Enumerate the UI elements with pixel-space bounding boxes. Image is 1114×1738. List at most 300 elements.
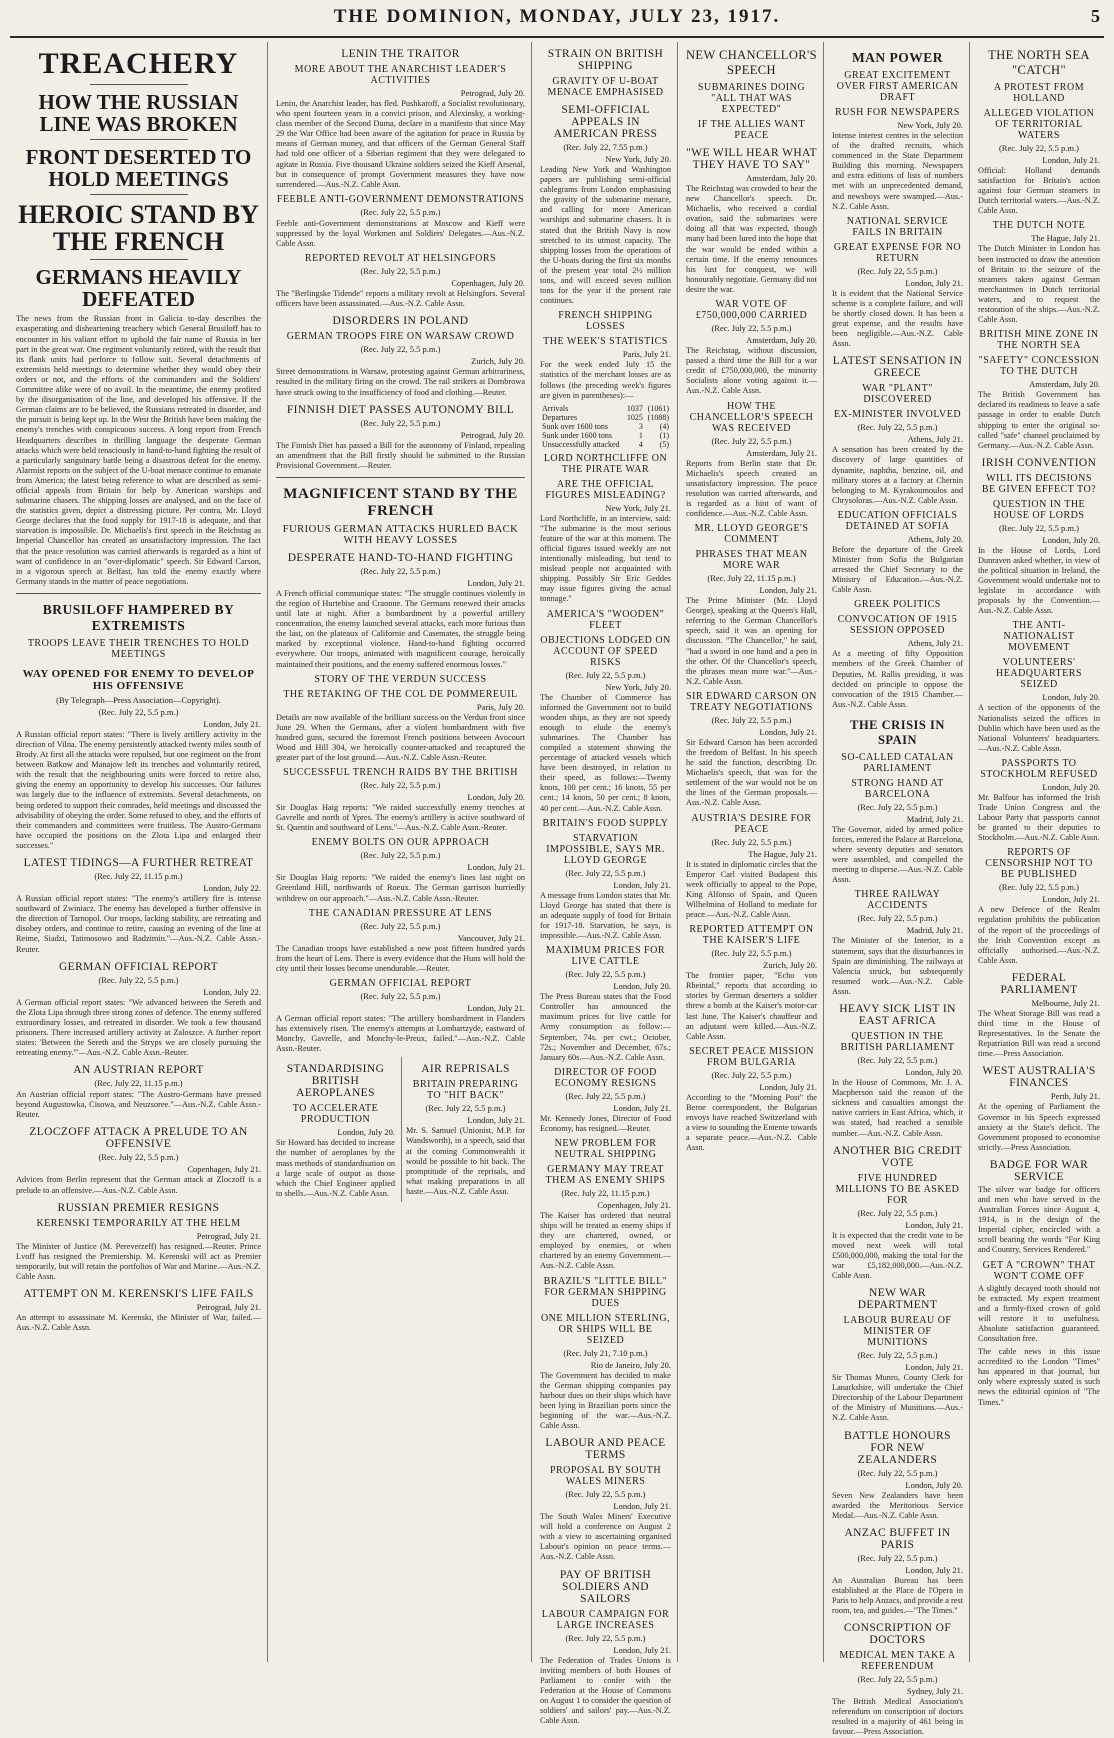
- subheadline: GRAVITY OF U-BOAT MENACE EMPHASISED: [547, 76, 664, 98]
- place-line: Athens, July 20.: [907, 533, 963, 544]
- dateline: (Rec. July 22, 5.5 p.m.): [360, 920, 441, 931]
- row-label: Unsuccessfully attacked: [542, 439, 620, 449]
- subheadline: TO ACCELERATE PRODUCTION: [292, 1103, 379, 1126]
- subheadline: LABOUR CAMPAIGN FOR LARGE INCREASES: [541, 1608, 670, 1631]
- headline-front-deserted: FRONT DESERTED TO HOLD MEETINGS: [25, 144, 252, 191]
- article-body: An Australian Bureau has been established at the Place de l'Opera in Paris to help Anzacs, and provide a rest room, tea, and guides.—"The Times.": [832, 1575, 963, 1616]
- headline-northcliffe: LORD NORTHCLIFFE ON THE PIRATE WAR: [543, 452, 668, 475]
- place-line: London, July 20.: [905, 1479, 963, 1490]
- place-line: The Hague, July 21.: [748, 848, 817, 859]
- subheadline: MEDICAL MEN TAKE A REFERENDUM: [839, 1650, 956, 1673]
- dateline: (Rec. July 22, 5.5 p.m.): [98, 706, 179, 717]
- headline-treachery: TREACHERY: [38, 47, 239, 80]
- article-body: The Finnish Diet has passed a Bill for the autonomy of Finland, repealing an amendment that the Bill firstly should be submitted to the Russian Provisional Government.—Reuter.: [276, 440, 525, 470]
- place-line: London, July 21.: [759, 726, 817, 737]
- article-body: The British Government has declared its readiness to leave a safe passage in order to enable Dutch shipping to enter the original so-called "safe" channel proclaimed by Germany.—Aus.-N.Z. Cable Assn.: [978, 390, 1100, 450]
- article-body: Details are now available of the brilliant success on the Verdun front since June 29. When the Germans, after a violent bombardment with five hundred guns, secured the foremost French positions between Avocourt Wood and Hill 304, we heroically counter-attacked and recaptured the greater part of the lost ground.—Aus.-N.Z. Cable Assn.-Reuter.: [276, 712, 525, 762]
- place-line: London, July 20.: [905, 1067, 963, 1078]
- headline-federal-parliament: FEDERAL PARLIAMENT: [1000, 971, 1078, 996]
- headline-man-power: MAN POWER: [851, 50, 944, 65]
- article-body: A message from London states that Mr. Lloyd George has stated that there is an adequate supply of food for Britain for 1917-18. Starvation, he says, is impossible.—Aus.-N.Z. Cable Assn.: [540, 890, 671, 941]
- headline-carson: SIR EDWARD CARSON ON TREATY NEGOTIATIONS: [686, 690, 817, 713]
- article-body: The Federation of Trades Unions is inviting members of both Houses of Parliament to confer with the Federation at the House of Commons on August 1 to consider the question of soldiers' and sailors' pay.—Aus.-N.Z. Cable Assn.: [540, 1655, 671, 1726]
- article-body: Sir Douglas Haig reports: "We raided successfully enemy trenches at Gavrelle and north of Ypres. The enemy's artillery is active southward of St. Quentin and southward of Lens."—Aus.-N.Z. Cable Assn.-Reuter.: [276, 803, 525, 833]
- place-line: London, July 20.: [467, 792, 525, 803]
- dateline: (Rec. July 21, 7.10 p.m.): [563, 1347, 648, 1358]
- headline-west-australia: WEST AUSTRALIA'S FINANCES: [982, 1065, 1096, 1090]
- place-line: Rio de Janeiro, July 20.: [590, 1359, 671, 1370]
- dateline: (Rec. July 22, 11.15 p.m.): [561, 1187, 650, 1198]
- headline-credit-vote: ANOTHER BIG CREDIT VOTE: [832, 1144, 963, 1169]
- dateline: (Rec. July 22, 5.5 p.m.): [565, 867, 646, 878]
- subheadline: PASSPORTS TO STOCKHOLM REFUSED: [980, 757, 1098, 780]
- air-reprisals-story: [401, 1057, 525, 1202]
- headline-food-supply: BRITAIN'S FOOD SUPPLY: [542, 817, 669, 829]
- headline-war-department: NEW WAR DEPARTMENT: [857, 1287, 938, 1312]
- place-line: London, July 21.: [759, 1081, 817, 1092]
- subheadline: RUSH FOR NEWSPAPERS: [835, 107, 960, 118]
- row-value: 3: [638, 421, 643, 431]
- subheadline: WAR VOTE OF £750,000,000 CARRIED: [695, 299, 808, 322]
- headline-brusiloff: BRUSILOFF HAMPERED BY EXTREMISTS: [42, 601, 235, 633]
- subheadline: THE ANTI-NATIONALIST MOVEMENT: [1003, 620, 1075, 654]
- headline-lloyd-george: MR. LLOYD GEORGE'S COMMENT: [694, 523, 809, 546]
- dateline: (Rec. July 22, 5.5 p.m.): [360, 565, 441, 576]
- table-row: [540, 440, 671, 449]
- headline-bulgaria-mission: SECRET PEACE MISSION FROM BULGARIA: [689, 1045, 814, 1068]
- place-line: London, July 21.: [613, 1644, 671, 1655]
- subheadline: DIRECTOR OF FOOD ECONOMY RESIGNS: [554, 1066, 657, 1089]
- subheadline: REPORTS OF CENSORSHIP NOT TO BE PUBLISHED: [985, 847, 1093, 881]
- article-body: A Russian official report states: "There is lively artillery activity in the direction of Vilna. The enemy persistently attacked twenty miles south of Brody. At first all the attacks were repulsed, but one regiment on the front between Batkow and Manajow left its trenches and voluntarily retired, with the result that the neighbouring units were forced to retire also, giving the enemy an opportunity to develop his successes. Our failures was largely due to the influence of extremists. Several detachments, on being ordered to support their comrades, held meetings and discussed the advisability of obeying the order. Some refused to obey, and the efforts of their commanders and committees were fruitless. The Austro-Germans have occupied the positions on the Zlota Lipa and enlarged their successes.": [16, 729, 261, 850]
- dateline: (Rec. July 22, 5.5 p.m.): [565, 1632, 646, 1643]
- article-body: The Reichstag was crowded to hear the new Chancellor's speech. Dr. Michaelis, who received a cordial ovation, said the submarines were doing all that was expected, though many had been lured into the hope that the war would be ended within a certain time. If the enemy renounces his lust for conquest, we will honourably negotiate. Germany did not desire the war.: [686, 184, 817, 294]
- article-body: A German official report states: "The artillery bombardment in Flanders has extensively risen. The enemy's attempts at Lombartzyde, eastward of Monchy, Gavrelle, and Monchy-le-Preux, failed."—Aus.-N.Z. Cable Assn.-Reuter.: [276, 1013, 525, 1054]
- advert-headline: GET A "CROWN" THAT WON'T COME OFF: [982, 1259, 1096, 1282]
- row-value: 1025: [626, 412, 643, 422]
- subheadline: THE WEEK'S STATISTICS: [543, 336, 668, 348]
- place-line: London, July 21.: [467, 1115, 525, 1126]
- place-line: London, July 20.: [1042, 692, 1100, 703]
- place-line: London, July 21.: [613, 1501, 671, 1512]
- article-body: The British Medical Association's referendum on conscription of doctors resulted in a majority of 461 being in favour.—Press Association.: [832, 1697, 963, 1737]
- dateline: (Rec. July 22, 5.5 p.m.): [857, 913, 938, 924]
- article-body: At a meeting of fifty Opposition members of the Greek Chamber of Deputies, M. Rallis presiding, it was decided on principle to oppose the convocation of the 1915 Chamber.—Aus.-N.Z. Cable Assn.: [832, 649, 963, 709]
- article-body: Seven New Zealanders have been awarded the Meritorious Service Medal.—Aus.-N.Z. Cable Assn.: [832, 1490, 963, 1520]
- dateline: (Rec. July 22, 5.5 p.m.): [565, 1489, 646, 1500]
- page-number: 5: [1091, 6, 1100, 26]
- article-body: The Wheat Storage Bill was read a third time in the House of Representatives. In the Senate the Repatriation Bill was read a second time.—Press Association.: [978, 1008, 1100, 1059]
- article-body: According to the "Morning Post" the Berne correspondent, the Bulgarian envoys have reached Switzerland with a view to sounding the Entente towards a separate peace.—Aus.-N.Z. Cable Assn.: [686, 1092, 817, 1153]
- table-row: [540, 431, 671, 440]
- place-line: Vancouver, July 21.: [457, 932, 525, 943]
- dateline: (Rec. July 22, 5.5 p.m.): [711, 435, 792, 446]
- headline-speech-received: HOW THE CHANCELLOR'S SPEECH WAS RECEIVED: [689, 400, 814, 434]
- headline-zloczoff: ZLOCZOFF ATTACK A PRELUDE TO AN OFFENSIVE: [29, 1126, 248, 1151]
- masthead-rule: [10, 36, 1104, 38]
- subheadline: SUBMARINES DOING "ALL THAT WAS EXPECTED": [697, 82, 806, 115]
- subheadline-way-opened: WAY OPENED FOR ENEMY TO DEVELOP HIS OFFENSIVE: [22, 667, 255, 692]
- place-line: Madrid, July 21.: [906, 813, 963, 824]
- subheadline: EDUCATION OFFICIALS DETAINED AT SOFIA: [837, 509, 958, 532]
- subheadline: CONVOCATION OF 1915 SESSION OPPOSED: [837, 614, 958, 637]
- place-line: Madrid, July 21.: [906, 925, 963, 936]
- dateline: (Rec. July 22, 5.5 p.m.): [360, 344, 441, 355]
- article-body: In the House of Commons, Mr. J. A. Macpherson said the reason of the sickness and casualties amongst the native carriers in East Africa, which, it was stated, had reached a sensible number.—Aus.-N.Z. Cable Assn.: [832, 1078, 963, 1138]
- headline-kaiser-attempt: REPORTED ATTEMPT ON THE KAISER'S LIFE: [689, 924, 814, 947]
- subheadline: "SAFETY" CONCESSION TO THE DUTCH: [978, 355, 1100, 378]
- place-line: Petrograd, July 20.: [460, 88, 525, 98]
- column-4: [680, 42, 824, 1662]
- subheadline: GERMAN OFFICIAL REPORT: [329, 977, 472, 989]
- aeroplanes-story: [276, 1057, 395, 1202]
- subheadline: IF THE ALLIES WANT PEACE: [697, 119, 806, 141]
- dateline: (Rec. July 22, 11.15 p.m.): [94, 871, 183, 882]
- subheadline-troops: TROOPS LEAVE THEIR TRENCHES TO HOLD MEETINGS: [27, 637, 250, 660]
- place-line: Amsterdam, July 21.: [746, 447, 817, 458]
- subheadline: SEMI-OFFICIAL APPEALS IN AMERICAN PRESS: [553, 104, 658, 140]
- dateline: (Rec. July 22, 11.15 p.m.): [707, 573, 796, 584]
- subheadline: LABOUR BUREAU OF MINISTER OF MUNITIONS: [843, 1315, 952, 1349]
- article-body: The Kaiser has ordered that neutral ships will be treated as enemy ships if they are chartered, owned, or employed by enemies, or when chartered by an enemy Government.—Aus.-N.Z. Cable Assn.: [540, 1210, 671, 1271]
- place-line: Athens, July 21.: [907, 638, 963, 649]
- row-prev: (1088): [647, 412, 669, 422]
- headline-finnish-diet: FINNISH DIET PASSES AUTONOMY BILL: [286, 403, 515, 416]
- place-line: London, July 21.: [905, 1219, 963, 1230]
- headline-magnificent-stand: MAGNIFICENT STAND BY THE FRENCH: [283, 485, 518, 519]
- article-body: The Press Bureau states that the Food Controller has announced the maximum prices for live cattle for Army consumption as follow:—September, 74s. per cwt.; October, 72s.; November and December, 67s.; January 60s.—Aus.-N.Z. Cable Assn.: [540, 992, 671, 1062]
- headline-mine-zone: BRITISH MINE ZONE IN THE NORTH SEA: [979, 329, 1099, 352]
- article-body: The Chamber of Commerce has informed the Government not to build wooden ships, as they are not speedy enough to elude the enemy's submarines. The Chamber has compiled a statement showing the percentage of attacked vessels which have been destroyed, in relation to their speed, as follows:—Twenty knots, 100 per cent.; 16 knots, 55 per cent.; 14 knots, 50 per cent.; 8 knots, 40 per cent.—Aus.-N.Z. Cable Assn.: [540, 692, 671, 813]
- dateline: (Rec. July 22, 5.5 p.m.): [360, 417, 441, 428]
- headline-heroic-stand: HEROIC STAND BY THE FRENCH: [18, 199, 259, 256]
- subheadline: GREAT EXPENSE FOR NO RETURN: [833, 241, 962, 264]
- article-body: Mr. S. Samuel (Unionist, M.P. for Wandsworth), in a speech, said that at the coming Commonwealth it would be possible to hit back. The promptitude of the reprisals, and what making preparations in all haste.—Aus.-N.Z. Cable Assn.: [406, 1126, 525, 1196]
- place-line: London, July 21.: [467, 862, 525, 873]
- subheadline: GERMANY MAY TREAT THEM AS ENEMY SHIPS: [545, 1163, 666, 1186]
- row-label: Sunk over 1600 tons: [542, 421, 608, 431]
- place-line: Paris, July 21.: [622, 349, 671, 360]
- article-body: The Dutch Minister in London has been instructed to draw the attention of Britain to the seizure of the steamers taken against German merchantmen in Dutch territorial waters, and to request the restoration of the ships.—Aus.-N.Z. Cable Assn.: [978, 244, 1100, 325]
- headline-brazil: BRAZIL'S "LITTLE BILL" FOR GERMAN SHIPPING DUES: [543, 1275, 668, 1309]
- place-line: Petrograd, July 20.: [460, 429, 525, 440]
- article-body: A Russian official report states: "The enemy's artillery fire is intense southward of Zwiniacz. The enemy has developed a further offensive in the direction of Tarnopol. Our troops, lacking stability, are retreating and disobey orders, and continue to retire, causing an evening of the line at Reime, Siadzi, Tatimosowo and Radzimin."—Aus.-N.Z. Cable Assn.-Reuter.: [16, 894, 261, 954]
- article-body: Mr. Balfour has informed the Irish Trade Union Congress and the Labour Party that passports cannot be granted to their deputies to Stockholm.—Aus.-N.Z. Cable Assn.: [978, 792, 1100, 843]
- article-body: Sir Douglas Haig reports: "We raided the enemy's lines last night on Greenland Hill, northwards of Roeux. The German garrison hurriedly withdrew on our approach."—Aus.-N.Z. Cable Assn.-Reuter.: [276, 873, 525, 903]
- article-body: Sir Thomas Munro, County Clerk for Lanarkshire, will undertake the Chief Directorship of the Labour Department of the Ministry of Munitions.—Aus.-N.Z. Cable Assn.: [832, 1373, 963, 1423]
- place-line: London, July 22.: [203, 986, 261, 997]
- place-line: London, July 21.: [467, 577, 525, 588]
- place-line: Amsterdam, July 20.: [746, 173, 817, 183]
- dateline: (Rec. July 22, 5.5 p.m.): [998, 882, 1080, 893]
- article-body: Advices from Berlin represent that the German attack at Zloczoff is a prelude to an offensive.—Aus.-N.Z. Cable Assn.: [16, 1175, 261, 1195]
- article-body: Street demonstrations in Warsaw, protesting against German arbitrariness, resulted in the military firing on the crowd. The rail strikers at Dombrowa have struck owing to the insufficiency of food and clothing.—Reuter.: [276, 367, 525, 397]
- subheadline: STORY OF THE VERDUN SUCCESS: [314, 673, 487, 685]
- advert-body: A slightly decayed tooth should not be extracted. My expert treatment and a firmly-fixed crown of gold will restore it to usefulness. Absolute satisfaction guaranteed. Consultation free.: [978, 1283, 1100, 1343]
- summary-article: The news from the Russian front in Galicia to-day describes the exasperating and disheartening treachery which General Brusiloff has to encounter in his valiant effort to uphold the fair name of Russia in her part in the great war. One regiment voluntarily retired, with the result that its flank units had perforce to follow suit. Several detachments of extremists held meetings to determine whether they would obey their orders or not, and the efforts of the commanders and the Soldiers' Committee alike were of no avail. In the meantime, the enemy profited by the disorganisation of the line, and developed his offensive. If the German claims are to be believed, the Russians retreated in disorder, and the pursuit is being kept up. In the West the British have been making the enemy's trenches with conspicuous success. A long report from French Headquarters describes in thrilling language the desperate German attacks which were held tenaciously in hand-to-hand fighting the result of a particularly sanguinary battle being a disastrous defeat for the enemy. Alarmist reports on the subject of the U-boat menace continue to emanate from America; the latest being reference to what are described as semi-official appeals from Britain for help by American warships and submarine chasers. The shipping losses are analysed, and on the face of the statistics given, depict a distressing picture. Per contra, Mr. Lloyd George declares that the food supply for 1917-18 is adequate, and that starvation is impossible. Dr. Michaelis's first speech in the Reichstag as Imperial Chancellor has created an unsatisfactory impression. The fact that the peace resolution was carried afterwards is regarded as a hint of want of confidence in an "over-diplomatic" speech. Sir Edward Carson, in a vigorous speech at Belfast, has told the enemy exactly where Germany stands in the matter of peace negotiations.: [16, 314, 261, 586]
- article-body: Sir Edward Carson has been accorded the freedom of Belfast. In his speech he said the function, describing Dr. Michaelis's speech, that was for the settlement of the war would not be on the lines of the German proposals.—Aus.-N.Z. Cable Assn.: [686, 737, 817, 808]
- dateline: (Rec. July 22, 5.5 p.m.): [857, 422, 938, 433]
- article-body: The Canadian troops have established a new post fifteen hundred yards from the heart of Lens. There is every evidence that the Huns will hold the city until their losses become unendurable.—Reuter.: [276, 943, 525, 973]
- dateline: (Rec. July 22, 5.5 p.m.): [857, 1467, 938, 1478]
- row-value: 4: [638, 439, 643, 449]
- dateline: (Rec. July 22, 5.5 p.m.): [998, 143, 1080, 153]
- subheadline: BRITAIN PREPARING TO "HIT BACK": [412, 1079, 519, 1102]
- dateline: (Rec. July 22, 11.15 p.m.): [94, 1078, 183, 1089]
- divider: [16, 593, 261, 594]
- headline-neutral-shipping: NEW PROBLEM FOR NEUTRAL SHIPPING: [554, 1137, 657, 1160]
- headline-attempt-kerenski: ATTEMPT ON M. KERENSKI'S LIFE FAILS: [23, 1288, 254, 1300]
- subheadline: QUESTION IN THE HOUSE OF LORDS: [992, 498, 1086, 521]
- article-body: It is evident that the National Service scheme is a complete failure, and will be shortly closed down. It has been a great expense, and the results have been negligible.—Aus.-N.Z. Cable Assn.: [832, 288, 963, 349]
- article-body: An Austrian official report states: "The Austro-Germans have pressed beyond Augustowka, Cisowa, and Neuzsoree."—Aus.-N.Z. Cable Assn.-Reuter.: [16, 1090, 261, 1120]
- article-body: Reports from Berlin state that Dr. Michaelis's speech created an unsatisfactory impression. The peace resolution was carried afterwards, and is regarded as a hint of want of confidence.—Aus.-N.Z. Cable Assn.: [686, 458, 817, 518]
- place-line: Petrograd, July 21.: [196, 1302, 261, 1312]
- headline-irish-convention: IRISH CONVENTION: [981, 456, 1097, 469]
- subheadline: GERMAN TROOPS FIRE ON WARSAW CROWD: [286, 331, 515, 343]
- place-line: London, July 21.: [905, 277, 963, 288]
- place-line: New York, July 20.: [897, 120, 963, 130]
- divider: [90, 139, 188, 140]
- dateline: (Rec. July 22, 5.5 p.m.): [857, 1350, 938, 1361]
- headline-aeroplanes: STANDARDISING BRITISH AEROPLANES: [286, 1063, 385, 1100]
- headline-labour-peace: LABOUR AND PEACE TERMS: [545, 1437, 666, 1462]
- place-line: London, July 21.: [905, 1564, 963, 1575]
- subheadline: FURIOUS GERMAN ATTACKS HURLED BACK WITH HEAVY LOSSES: [282, 523, 519, 546]
- article-body: Official: Holland demands satisfaction for Britain's action against four German steamers in Dutch territorial waters.—Aus.-N.Z. Cable Assn.: [978, 166, 1100, 216]
- place-line: Zurich, July 20.: [763, 960, 817, 971]
- table-row: [540, 404, 671, 413]
- place-line: London, July 21.: [1042, 155, 1100, 165]
- subheadline: WILL ITS DECISIONS BE GIVEN EFFECT TO?: [981, 472, 1097, 495]
- article-body: Before the departure of the Greek Minister from Sofia the Bulgarian arrested the Chief Secretary to the Ministry of Education.—Aus.-N.Z. Cable Assn.: [832, 544, 963, 595]
- row-prev: (4): [659, 421, 669, 431]
- place-line: Petrograd, July 21.: [196, 1230, 261, 1241]
- subheadline: VOLUNTEERS' HEADQUARTERS SEIZED: [996, 657, 1082, 691]
- place-line: Melbourne, July 21.: [1031, 997, 1100, 1008]
- subheadline: ALLEGED VIOLATION OF TERRITORIAL WATERS: [983, 108, 1095, 141]
- headline-premier-resigns: RUSSIAN PREMIER RESIGNS: [57, 1201, 220, 1214]
- column-5: [826, 42, 970, 1737]
- dateline: (Rec. July 22, 5.5 p.m.): [360, 266, 441, 277]
- article-body: The Government has decided to make the German shipping companies pay harbour dues on their ships which have been lying in Brazilian ports since the beginning of the war.—Aus.-N.Z. Cable Assn.: [540, 1370, 671, 1430]
- divider: [276, 477, 525, 478]
- place-line: London, July 21.: [759, 585, 817, 596]
- row-label: Departures: [542, 412, 578, 422]
- place-line: London, July 20.: [1042, 781, 1100, 792]
- subheadline: REPORTED REVOLT AT HELSINGFORS: [304, 253, 497, 265]
- place-line: London, July 20.: [613, 981, 671, 992]
- dateline: (Rec. July 22, 5.5 p.m.): [425, 1103, 506, 1114]
- table-row: [540, 413, 671, 422]
- headline-german-report: GERMAN OFFICIAL REPORT: [58, 960, 219, 973]
- article-body: The Prime Minister (Mr. Lloyd George), speaking at the Queen's Hall, referring to the German Chancellor's speech, said it was an opening for discussion. "The Chancellor," he said, "had a sword in one hand and a pen in the other. Of the Chancellor's speech, the phrases mean more war."—Aus.-N.Z. Cable Assn.: [686, 596, 817, 686]
- place-line: Amsterdam, July 20.: [746, 335, 817, 346]
- times-note: The cable news in this issue accredited to the London "Times" has appeared in that journal, but only where expressly stated is such news the editorial opinion of "The Times.": [978, 1347, 1100, 1407]
- place-line: The Hague, July 21.: [1031, 233, 1100, 244]
- subheadline: A PROTEST FROM HOLLAND: [993, 82, 1085, 104]
- subheadline: THREE RAILWAY ACCIDENTS: [854, 889, 941, 912]
- article-body: The "Berlingske Tidende" reports a military revolt at Helsingfors. Several officers have been assassinated.—Aus.-N.Z. Cable Assn.: [276, 289, 525, 309]
- headline-strain-shipping: STRAIN ON BRITISH SHIPPING: [547, 48, 664, 72]
- newspaper-title: THE DOMINION, MONDAY, JULY 23, 1917.: [333, 6, 781, 27]
- subheadline: GREEK POLITICS: [854, 599, 941, 611]
- headline-pay-soldiers: PAY OF BRITISH SOLDIERS AND SAILORS: [559, 1568, 652, 1605]
- place-line: London, July 21.: [1042, 894, 1100, 905]
- subheadline: THE DUTCH NOTE: [992, 220, 1086, 232]
- dateline: (Rec. July 22, 5.5 p.m.): [360, 990, 441, 1001]
- dateline: (Rec. July 22, 5.5 p.m.): [857, 801, 938, 812]
- subheadline: WAR "PLANT" DISCOVERED: [862, 383, 933, 406]
- credit-line: (By Telegraph—Press Association—Copyright).: [56, 694, 221, 705]
- article-body: A French official communique states: "The struggle continues violently in the region of Hurtebise and Craonne. The Germans renewed their attacks until late at night. After a bombardment by a powerful artillery concentration, the enemy launched several attacks, each more furious than the last, on the plateaux of Californie and Casemates, the struggle being marked by exceptional violence. Hand-to-hand fighting occurred everywhere. Our troops, animated with magnificent courage, heroically maintained their positions, and the enemy suffered enormous losses.": [276, 588, 525, 669]
- headline-lenin: LENIN THE TRAITOR: [341, 48, 460, 60]
- row-prev: (1): [659, 430, 669, 440]
- row-prev: (1061): [647, 403, 669, 413]
- divider: [90, 84, 188, 85]
- dateline: (Rec. July 22, 5.5 p.m.): [360, 780, 441, 791]
- article-body: The Reichstag, without discussion, passed a third time the Bill for a war credit of £750,000,000, the minority Socialists alone voting against it.—Aus.-N.Z. Cable Assn.: [686, 346, 817, 396]
- place-line: London, July 21.: [905, 1362, 963, 1373]
- subheadline: FIVE HUNDRED MILLIONS TO BE ASKED FOR: [835, 1172, 960, 1206]
- article-body: The Minister of Justice (M. Pereverzeff) has resigned.—Reuter. Prince Lvoff has resigned the Premiership. M. Kerenski will act as Premier temporarily, but will retain the portfolios of War and Marine.—Aus.-N.Z. Cable Assn.: [16, 1241, 261, 1281]
- article-body: A sensation has been created by the discovery of large quantities of dynamite, naphtha, benzine, oil, and military stores at a factory at Chernin belonging to M. Kyrakoumoulos and Chrysoloras.—Aus.-N.Z. Cable Assn.: [832, 445, 963, 505]
- article-body: A section of the opponents of the Nationalists seized the offices in Dublin which have been used as the National Volunteers' headquarters.—Aus.-N.Z. Cable Assn.: [978, 703, 1100, 753]
- subheadline: PHRASES THAT MEAN MORE WAR: [695, 549, 808, 572]
- masthead: [0, 0, 1114, 34]
- subheadline: SUCCESSFUL TRENCH RAIDS BY THE BRITISH: [283, 767, 518, 779]
- place-line: Perth, July 21.: [1050, 1091, 1100, 1102]
- subheadline: QUESTION IN THE BRITISH PARLIAMENT: [840, 1031, 955, 1054]
- headline-greece: LATEST SENSATION IN GREECE: [832, 355, 963, 380]
- headline-war-badge: BADGE FOR WAR SERVICE: [989, 1158, 1089, 1183]
- headline-air-reprisals: AIR REPRISALS: [421, 1063, 510, 1076]
- article-body: A German official report states: "We advanced between the Sereth and the Zlota Lipa through three strong zones of defence. The enemy suffered extraordinary losses, and retreated in disorder. We took a few thousand prisoners. There increased artillery activity at Zaloszce. A further report states: 'Between the Sereth and the Stryps we are closely pursuing the retreating enemy.'"—Aus.-N.Z. Cable Assn.-Reuter.: [16, 997, 261, 1058]
- dateline: (Rec. July 22, 7.55 p.m.): [563, 142, 648, 152]
- row-label: Arrivals: [542, 403, 569, 413]
- article-body: Lord Northcliffe, in an interview, said: "The submarine is the most serious feature of the war at this moment. The official figures issued weekly are not intentionally misleading, but tend to mislead people not acquainted with shipping. Possibly Sir Eric Geddes may issue figures giving the actual tonnage.": [540, 513, 671, 604]
- row-value: 1: [638, 430, 643, 440]
- table-row: [540, 422, 671, 431]
- article-body: Lenin, the Anarchist leader, has fled. Pushkaroff, a Socialist revolutionary, who spent fourteen years in a convict prison, and Alexinsky, a working-class member of the Second Duma, declare in a manifesto that since May 29 the War Office had been aware of the agitation for peace in Russia by means of German money, and that officers of the German General Staff had told one officer of a Siberian regiment that they were delegated to agitate in Russia. Five thousand Ukraine soldiers seized the Kieff Arsenal, but in consequence of prompt Government measures they have now surrendered.—Aus.-N.Z. Cable Assn.: [276, 99, 525, 189]
- article-body: It is expected that the credit vote to be moved next week will total £500,000,000, making the total for the war £5,182,000,000.—Aus.-N.Z. Cable Assn.: [832, 1230, 963, 1280]
- subheadline: NATIONAL SERVICE FAILS IN BRITAIN: [846, 215, 949, 238]
- subheadline: THE CANADIAN PRESSURE AT LENS: [308, 907, 493, 919]
- dateline: (Rec. July 22, 5.5 p.m.): [857, 1055, 938, 1066]
- article-body: In the House of Lords, Lord Dunraven asked whether, in view of the political situation in Ireland, the Government would undertake not to legislate in accordance with proposals by the Convention.—Aus.-N.Z. Cable Assn.: [978, 545, 1100, 616]
- subheadline: PROPOSAL BY SOUTH WALES MINERS: [549, 1465, 662, 1488]
- place-line: London, July 21.: [467, 1002, 525, 1013]
- subheadline: FEEBLE ANTI-GOVERNMENT DEMONSTRATIONS: [276, 193, 525, 205]
- dateline: (Rec. July 22, 5.5 p.m.): [711, 714, 792, 725]
- place-line: London, July 21.: [203, 718, 261, 729]
- headline-battle-honours: BATTLE HONOURS FOR NEW ZEALANDERS: [844, 1429, 951, 1466]
- article-body: At the opening of Parliament the Governor in his Speech expressed anxiety at the State's deficit. The Government proposed to economise strictly.—Press Association.: [978, 1102, 1100, 1152]
- article-body: Sir Howard has decided to increase the number of aeroplanes by the mass methods of standardisation on a large scale of output as those which the Chief Engineer applied to shells.—Aus.-N.Z. Cable Assn.: [276, 1138, 395, 1198]
- article-body: The Governor, aided by armed police forces, entered the Palace at Barcelona, where seventy deputies and senators were assembled, and compelled the meeting to disperse.—Aus.-N.Z. Cable Assn.: [832, 824, 963, 885]
- dateline: (Rec. July 22, 5.5 p.m.): [998, 522, 1080, 533]
- article-body: Feeble anti-Government demonstrations at Moscow and Kieff were suppressed by the loyal Workmen and Soldiers' Delegates.—Aus.-N.Z. Cable Assn.: [276, 218, 525, 249]
- article-body: Leading New York and Washington papers are publishing semi-official cablegrams from London emphasising the gravity of the submarine menace, and calling for more American warships and submarine chasers. It is stated that the British Navy is now stretched to its utmost capacity. The shipping losses from the operations of the U-boats during the first six months of the present year total 2½ million tons, and will exceed seven million tons for the year if the present rate continues.: [540, 165, 671, 306]
- headline-conscription-doctors: CONSCRIPTION OF DOCTORS: [843, 1622, 952, 1647]
- subheadline: STRONG HAND AT BARCELONA: [851, 777, 944, 800]
- place-line: Copenhagen, July 21.: [597, 1199, 671, 1210]
- subheadline: MORE ABOUT THE ANARCHIST LEADER'S ACTIVITIES: [294, 64, 507, 86]
- subheadline: MAXIMUM PRICES FOR LIVE CATTLE: [545, 945, 666, 968]
- headline-austrian-report: AN AUSTRIAN REPORT: [73, 1064, 204, 1077]
- bottom-split: [276, 1057, 525, 1202]
- subheadline: STARVATION IMPOSSIBLE, SAYS MR. LLOYD GEORGE: [546, 832, 665, 866]
- subheadline: ONE MILLION STERLING, OR SHIPS WILL BE SEIZED: [540, 1312, 671, 1346]
- row-label: Sunk under 1600 tons: [542, 430, 612, 440]
- dateline: (Rec. July 22, 5.5 p.m.): [857, 1207, 938, 1218]
- article-body: A new Defence of the Realm regulation prohibits the publication of the report of the proceedings of the Irish Convention except as officially authorised.—Aus.-N.Z. Cable Assn.: [978, 905, 1100, 965]
- dateline: (Rec. July 22, 5.5 p.m.): [565, 969, 646, 980]
- article-body: Mr. Kennedy Jones, Director of Food Economy, has resigned.—Reuter.: [540, 1113, 671, 1133]
- article-body: The silver war badge for officers and men who have served in the Australian Forces since August 4, 1914, is in the design of the Imperial cipher, encircled with a scroll bearing the words "For King and Country, Services Rendered.": [978, 1184, 1100, 1255]
- subheadline-kerenski: KERENSKI TEMPORARILY AT THE HELM: [36, 1217, 241, 1229]
- shipping-stats-table: [540, 404, 671, 449]
- subheadline: "WE WILL HEAR WHAT THEY HAVE TO SAY": [686, 147, 817, 171]
- subheadline: GREAT EXCITEMENT OVER FIRST AMERICAN DRAFT: [836, 70, 959, 103]
- article-body: For the week ended July 15 the statistics of the merchant losses are as follows (the preceding week's figures are given in parentheses):—: [540, 360, 671, 400]
- headline-east-africa: HEAVY SICK LIST IN EAST AFRICA: [839, 1003, 956, 1028]
- subheadline: SO-CALLED CATALAN PARLIAMENT: [841, 751, 954, 774]
- dateline: (Rec. July 22, 5.5 p.m.): [857, 1552, 938, 1563]
- dateline: (Rec. July 22, 5.5 p.m.): [711, 948, 792, 959]
- dateline: (Rec. July 22, 5.5 p.m.): [360, 206, 441, 217]
- headline-russian-line: HOW THE RUSSIAN LINE WAS BROKEN: [38, 89, 239, 136]
- place-line: Amsterdam, July 20.: [1029, 379, 1100, 390]
- article-body: The frontier paper, "Echo von Rheintal," reports that according to stories by German deserters a soldier threw a bomb at the Kaiser's motor-car last June. The Kaiser's chauffeur and an adjutant were killed.—Aus.-N.Z. Cable Assn.: [686, 971, 817, 1041]
- row-value: 1037: [626, 403, 643, 413]
- dateline: (Rec. July 22, 5.5 p.m.): [565, 669, 646, 680]
- headline-north-sea: THE NORTH SEA "CATCH": [988, 48, 1090, 77]
- dateline: (Rec. July 22, 5.5 p.m.): [98, 1152, 179, 1163]
- subheadline: THE RETAKING OF THE COL DE POMMEREUIL: [283, 688, 518, 700]
- dateline: (Rec. July 22, 5.5 p.m.): [711, 323, 792, 334]
- dateline: (Rec. July 22, 5.5 p.m.): [711, 1069, 792, 1080]
- article-body: An attempt to assassinate M. Kerenski, the Minister of War, failed.—Aus.-N.Z. Cable Assn.: [16, 1313, 261, 1333]
- dateline: (Rec. July 22, 5.5 p.m.): [98, 974, 179, 985]
- place-line: New York, July 21.: [605, 502, 671, 513]
- place-line: London, July 20.: [337, 1127, 395, 1138]
- place-line: Sydney, July 21.: [906, 1686, 963, 1697]
- headline-crisis-spain: THE CRISIS IN SPAIN: [850, 717, 945, 747]
- dateline: (Rec. July 22, 5.5 p.m.): [711, 836, 792, 847]
- place-line: Zurich, July 20.: [471, 356, 525, 367]
- dateline: (Rec. July 22, 5.5 p.m.): [857, 1674, 938, 1685]
- subheadline: ARE THE OFFICIAL FIGURES MISLEADING?: [545, 478, 666, 501]
- divider: [90, 259, 188, 260]
- headline-anzac-buffet: ANZAC BUFFET IN PARIS: [844, 1526, 951, 1551]
- place-line: London, July 21.: [613, 1102, 671, 1113]
- subheadline: ENEMY BOLTS ON OUR APPROACH: [311, 837, 490, 849]
- place-line: London, July 20.: [1042, 534, 1100, 545]
- column-6: [972, 42, 1106, 1662]
- article-body: The Minister of the Interior, in a statement, says that the disturbances in Spain are diminishing. The railways at Valencia struck, but subsequently resumed work.—Aus.-N.Z. Cable Assn.: [832, 936, 963, 996]
- place-line: New York, July 20.: [605, 681, 671, 692]
- row-prev: (5): [659, 439, 669, 449]
- subheadline: OBJECTIONS LODGED ON ACCOUNT OF SPEED RISKS: [540, 634, 671, 668]
- column-1: [10, 42, 268, 1662]
- place-line: Copenhagen, July 20.: [451, 278, 525, 289]
- column-3: [534, 42, 678, 1726]
- divider: [90, 194, 188, 195]
- article-body: Intense interest centres in the selection of the drafted recruits, which commenced in the State Department Building this morning. Newspapers and extra editions of lists of numbers met with an unprecedented demand, and newsboys were swamped.—Aus.-N.Z. Cable Assn.: [832, 131, 963, 211]
- place-line: Paris, July 20.: [476, 701, 525, 712]
- headline-latest-tidings: LATEST TIDINGS—A FURTHER RETREAT: [23, 857, 254, 870]
